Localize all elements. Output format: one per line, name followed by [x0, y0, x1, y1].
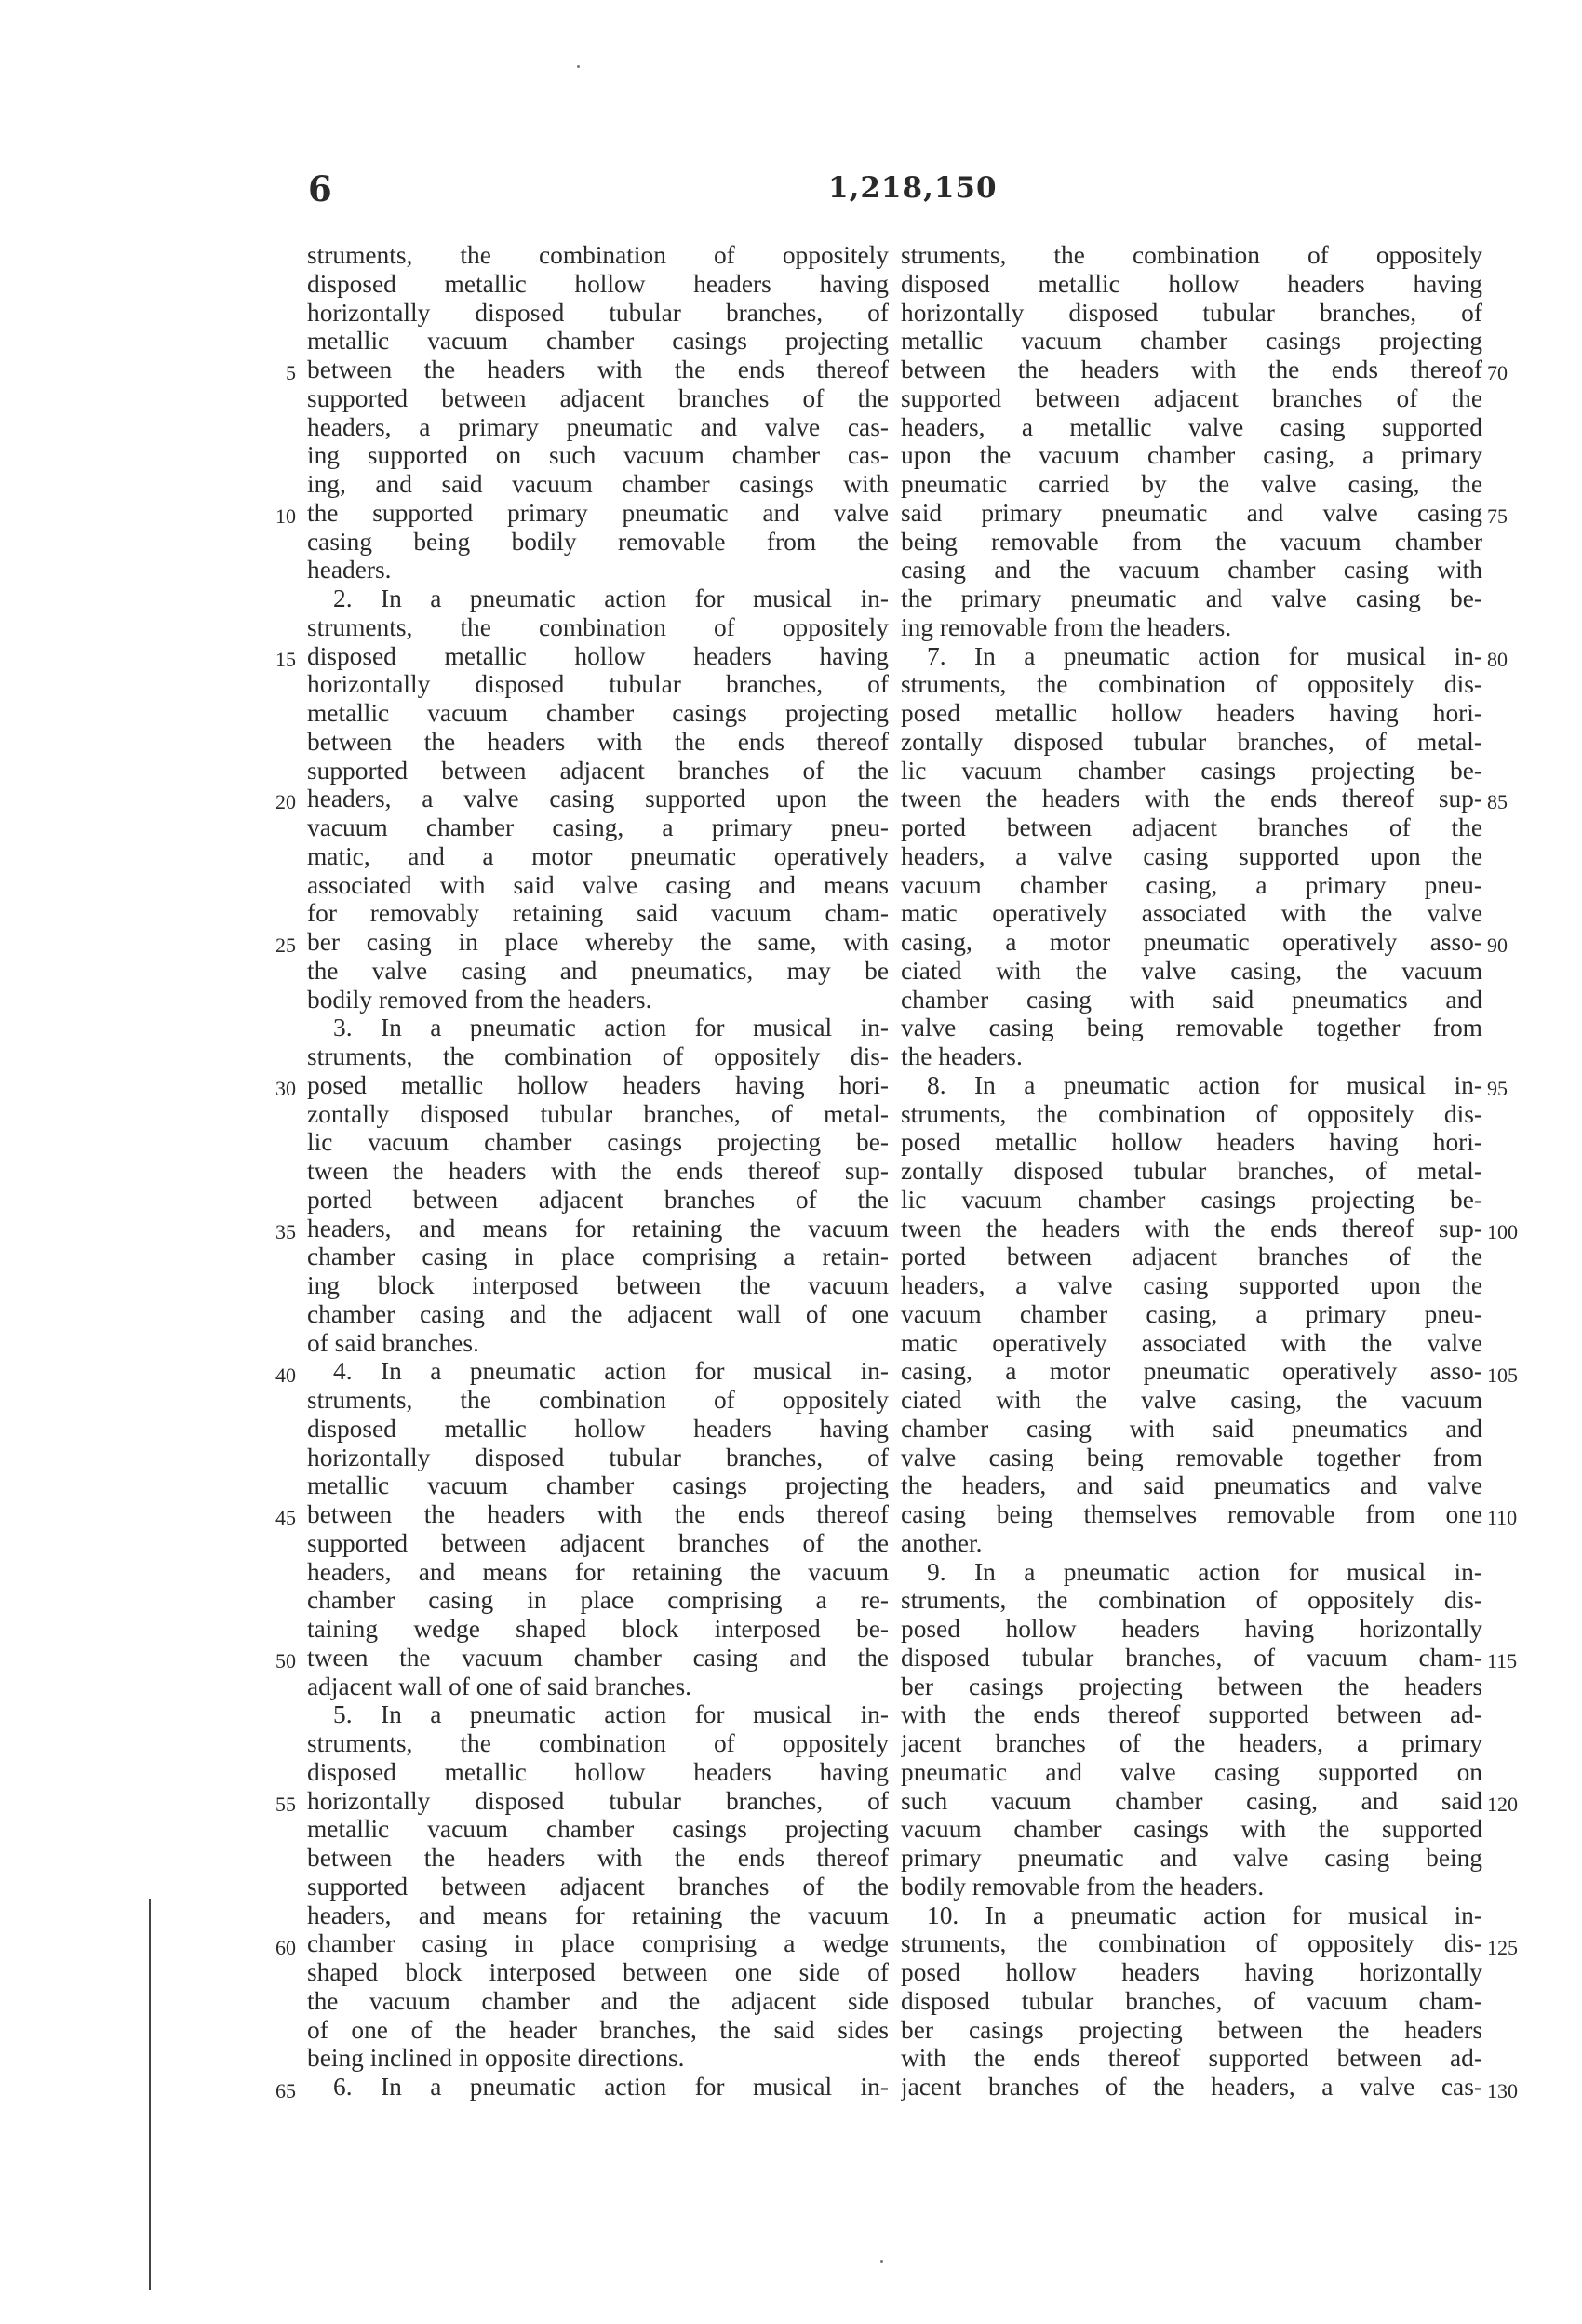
- margin-line-number: 60: [275, 1935, 296, 1959]
- text-line: pneumatic carried by the valve casing, the: [901, 470, 1482, 498]
- text-line: being removable from the vacuum chamber: [901, 527, 1482, 556]
- text-line: horizontally disposed tubular branches, of: [307, 1443, 889, 1471]
- text-line: taining wedge shaped block interposed be-: [307, 1615, 889, 1643]
- text-line: disposed tubular branches, of vacuum cham-: [901, 1643, 1482, 1672]
- text-line: struments, the combination of oppositely dis-: [901, 670, 1482, 699]
- margin-line-number: 50: [275, 1649, 296, 1673]
- text-line: bodily removed from the headers.: [307, 985, 652, 1014]
- text-line: struments, the combination of oppositely: [307, 612, 889, 641]
- margin-line-number: 35: [275, 1219, 296, 1243]
- text-line: casing being bodily removable from the: [307, 527, 889, 556]
- text-line: struments, the combination of oppositely: [901, 241, 1482, 269]
- text-line: chamber casing with said pneumatics and: [901, 1414, 1482, 1443]
- text-line: vacuum chamber casings with the supported: [901, 1815, 1482, 1844]
- text-line: headers, a primary pneumatic and valve cas-: [307, 412, 889, 441]
- text-line: zontally disposed tubular branches, of metal-: [307, 1099, 889, 1128]
- margin-line-number: 115: [1487, 1649, 1518, 1673]
- text-line: casing and the vacuum chamber casing with: [901, 556, 1482, 584]
- text-line: supported between adjacent branches of the: [307, 383, 889, 412]
- text-line: ported between adjacent branches of the: [307, 1185, 889, 1214]
- text-line: supported between adjacent branches of the: [307, 1872, 889, 1901]
- margin-line-number: 10: [275, 504, 296, 528]
- text-line: posed hollow headers having horizontally: [901, 1615, 1482, 1643]
- text-line: matic, and a motor pneumatic operatively: [307, 841, 889, 870]
- text-line: ing, and said vacuum chamber casings with: [307, 470, 889, 498]
- text-line: 3. In a pneumatic action for musical in-: [333, 1014, 889, 1042]
- margin-line-number: 25: [275, 934, 296, 958]
- text-line: disposed metallic hollow headers having: [307, 641, 889, 670]
- text-line: vacuum chamber casing, a primary pneu-: [307, 813, 889, 841]
- text-line: the valve casing and pneumatics, may be: [307, 956, 889, 985]
- margin-line-number: 110: [1487, 1506, 1518, 1530]
- text-line: 4. In a pneumatic action for musical in-: [333, 1357, 889, 1386]
- text-line: headers, a valve casing supported upon the: [901, 841, 1482, 870]
- margin-line-number: 55: [275, 1793, 296, 1817]
- text-line: between the headers with the ends thereof: [307, 356, 889, 383]
- text-line: the vacuum chamber and the adjacent side: [307, 1986, 889, 2015]
- text-line: said primary pneumatic and valve casing: [901, 498, 1482, 527]
- text-line: horizontally disposed tubular branches, of: [307, 1786, 889, 1815]
- margin-line-number: 40: [275, 1363, 296, 1387]
- text-line: casing, a motor pneumatic operatively asso-: [901, 928, 1482, 956]
- text-line: headers, and means for retaining the vacuum: [307, 1901, 889, 1929]
- text-line: tween the headers with the ends thereof sup-: [901, 1214, 1482, 1243]
- text-line: metallic vacuum chamber casings projecting: [307, 1815, 889, 1844]
- text-line: headers, and means for retaining the vacuum: [307, 1557, 889, 1586]
- text-line: disposed tubular branches, of vacuum cham-: [901, 1986, 1482, 2015]
- text-line: chamber casing in place comprising a re-: [307, 1586, 889, 1615]
- text-line: ported between adjacent branches of the: [901, 813, 1482, 841]
- text-line: lic vacuum chamber casings projecting be-: [901, 756, 1482, 785]
- text-line: jacent branches of the headers, a valve cas-: [901, 2073, 1482, 2101]
- text-line: ber casings projecting between the headers: [901, 2015, 1482, 2044]
- margin-line-number: 100: [1487, 1219, 1518, 1243]
- text-line: such vacuum chamber casing, and said: [901, 1786, 1482, 1815]
- text-line: chamber casing and the adjacent wall of one: [307, 1299, 889, 1328]
- text-line: with the ends thereof supported between ad-: [901, 1700, 1482, 1729]
- text-line: chamber casing in place comprising a retain-: [307, 1243, 889, 1271]
- text-line: struments, the combination of oppositely: [307, 241, 889, 269]
- text-line: 7. In a pneumatic action for musical in-: [927, 641, 1482, 670]
- text-line: jacent branches of the headers, a primary: [901, 1729, 1482, 1757]
- text-line: 8. In a pneumatic action for musical in-: [927, 1070, 1482, 1099]
- text-line: tween the vacuum chamber casing and the: [307, 1643, 889, 1672]
- text-line: chamber casing in place comprising a wedge: [307, 1929, 889, 1958]
- text-line: posed metallic hollow headers having hori-: [901, 699, 1482, 727]
- right-text-column: [901, 241, 1482, 2102]
- left-text-column: [307, 241, 889, 2102]
- text-line: metallic vacuum chamber casings projecting: [307, 327, 889, 356]
- text-line: 9. In a pneumatic action for musical in-: [927, 1557, 1482, 1586]
- text-line: ciated with the valve casing, the vacuum: [901, 1386, 1482, 1414]
- text-line: shaped block interposed between one side of: [307, 1958, 889, 1986]
- text-line: ciated with the valve casing, the vacuum: [901, 956, 1482, 985]
- text-line: 6. In a pneumatic action for musical in-: [333, 2073, 889, 2101]
- text-line: for removably retaining said vacuum cham-: [307, 899, 889, 928]
- text-line: adjacent wall of one of said branches.: [307, 1672, 691, 1700]
- text-line: vacuum chamber casing, a primary pneu-: [901, 870, 1482, 899]
- text-line: the supported primary pneumatic and valve: [307, 498, 889, 527]
- margin-line-number: 105: [1487, 1363, 1518, 1387]
- text-line: metallic vacuum chamber casings projecting: [307, 1471, 889, 1500]
- text-line: tween the headers with the ends thereof sup-: [307, 1157, 889, 1185]
- text-line: between the headers with the ends thereof: [901, 356, 1482, 383]
- text-line: lic vacuum chamber casings projecting be-: [307, 1128, 889, 1157]
- text-line: posed hollow headers having horizontally: [901, 1958, 1482, 1986]
- text-line: ber casings projecting between the headers: [901, 1672, 1482, 1700]
- page-number: 6: [308, 168, 333, 209]
- text-line: headers, and means for retaining the vacuum: [307, 1214, 889, 1243]
- text-line: struments, the combination of oppositely: [307, 1729, 889, 1757]
- scan-speck: [577, 65, 580, 68]
- scan-margin-line: [149, 1899, 151, 2290]
- text-line: supported between adjacent branches of the: [307, 756, 889, 785]
- margin-line-number: 80: [1487, 647, 1508, 671]
- text-line: horizontally disposed tubular branches, of: [307, 298, 889, 327]
- text-line: zontally disposed tubular branches, of metal-: [901, 727, 1482, 756]
- text-line: being inclined in opposite directions.: [307, 2044, 685, 2073]
- margin-line-number: 90: [1487, 934, 1508, 958]
- text-line: struments, the combination of oppositely dis-: [901, 1099, 1482, 1128]
- text-line: ing supported on such vacuum chamber cas-: [307, 441, 889, 470]
- text-line: supported between adjacent branches of the: [307, 1528, 889, 1557]
- text-line: chamber casing with said pneumatics and: [901, 985, 1482, 1014]
- text-line: another.: [901, 1528, 983, 1557]
- text-line: struments, the combination of oppositely dis-: [307, 1042, 889, 1070]
- text-line: headers, a valve casing supported upon the: [307, 785, 889, 813]
- text-line: pneumatic and valve casing supported on: [901, 1757, 1482, 1786]
- text-line: of one of the header branches, the said sides: [307, 2015, 889, 2044]
- margin-line-number: 130: [1487, 2078, 1518, 2102]
- text-line: matic operatively associated with the valve: [901, 1328, 1482, 1357]
- text-line: disposed metallic hollow headers having: [307, 1757, 889, 1786]
- margin-line-number: 125: [1487, 1935, 1518, 1959]
- text-line: 10. In a pneumatic action for musical in-: [927, 1901, 1482, 1929]
- margin-line-number: 120: [1487, 1793, 1518, 1817]
- text-line: struments, the combination of oppositely dis-: [901, 1929, 1482, 1958]
- text-line: headers, a metallic valve casing supported: [901, 412, 1482, 441]
- margin-line-number: 70: [1487, 361, 1508, 385]
- text-line: horizontally disposed tubular branches, of: [307, 670, 889, 699]
- text-line: struments, the combination of oppositely: [307, 1386, 889, 1414]
- text-line: valve casing being removable together from: [901, 1014, 1482, 1042]
- text-line: the headers, and said pneumatics and valve: [901, 1471, 1482, 1500]
- text-line: metallic vacuum chamber casings projecting: [901, 327, 1482, 356]
- text-line: ber casing in place whereby the same, with: [307, 928, 889, 956]
- text-line: lic vacuum chamber casings projecting be-: [901, 1185, 1482, 1214]
- text-line: posed metallic hollow headers having hori-: [307, 1070, 889, 1099]
- text-line: headers.: [307, 556, 392, 584]
- text-line: disposed metallic hollow headers having: [307, 1414, 889, 1443]
- margin-line-number: 65: [275, 2078, 296, 2102]
- margin-line-number: 15: [275, 647, 296, 671]
- margin-line-number: 20: [275, 790, 296, 814]
- text-line: valve casing being removable together from: [901, 1443, 1482, 1471]
- text-line: primary pneumatic and valve casing being: [901, 1844, 1482, 1872]
- text-line: metallic vacuum chamber casings projecting: [307, 699, 889, 727]
- text-line: the headers.: [901, 1042, 1023, 1070]
- margin-line-number: 5: [286, 361, 296, 385]
- text-line: ing block interposed between the vacuum: [307, 1271, 889, 1299]
- text-line: supported between adjacent branches of the: [901, 383, 1482, 412]
- text-line: associated with said valve casing and means: [307, 870, 889, 899]
- text-line: with the ends thereof supported between ad-: [901, 2044, 1482, 2073]
- scan-speck: [880, 2260, 883, 2263]
- text-line: 5. In a pneumatic action for musical in-: [333, 1700, 889, 1729]
- text-line: between the headers with the ends thereof: [307, 727, 889, 756]
- text-line: upon the vacuum chamber casing, a primary: [901, 441, 1482, 470]
- text-line: headers, a valve casing supported upon the: [901, 1271, 1482, 1299]
- text-line: casing, a motor pneumatic operatively asso-: [901, 1357, 1482, 1386]
- margin-line-number: 30: [275, 1077, 296, 1101]
- text-line: of said branches.: [307, 1328, 479, 1357]
- patent-number: 1,218,150: [828, 171, 998, 205]
- text-line: casing being themselves removable from one: [901, 1500, 1482, 1528]
- text-line: 2. In a pneumatic action for musical in-: [333, 584, 889, 612]
- text-line: zontally disposed tubular branches, of metal-: [901, 1157, 1482, 1185]
- text-line: tween the headers with the ends thereof sup-: [901, 785, 1482, 813]
- margin-line-number: 85: [1487, 790, 1508, 814]
- text-line: bodily removable from the headers.: [901, 1872, 1265, 1901]
- text-line: horizontally disposed tubular branches, of: [901, 298, 1482, 327]
- text-line: ing removable from the headers.: [901, 612, 1232, 641]
- text-line: disposed metallic hollow headers having: [901, 269, 1482, 298]
- text-line: ported between adjacent branches of the: [901, 1243, 1482, 1271]
- text-line: struments, the combination of oppositely dis-: [901, 1586, 1482, 1615]
- margin-line-number: 95: [1487, 1077, 1508, 1101]
- text-line: between the headers with the ends thereof: [307, 1500, 889, 1528]
- text-line: the primary pneumatic and valve casing be-: [901, 584, 1482, 612]
- text-line: between the headers with the ends thereof: [307, 1844, 889, 1872]
- text-line: matic operatively associated with the valve: [901, 899, 1482, 928]
- text-line: vacuum chamber casing, a primary pneu-: [901, 1299, 1482, 1328]
- text-line: disposed metallic hollow headers having: [307, 269, 889, 298]
- margin-line-number: 45: [275, 1506, 296, 1530]
- text-line: posed metallic hollow headers having hori-: [901, 1128, 1482, 1157]
- margin-line-number: 75: [1487, 504, 1508, 528]
